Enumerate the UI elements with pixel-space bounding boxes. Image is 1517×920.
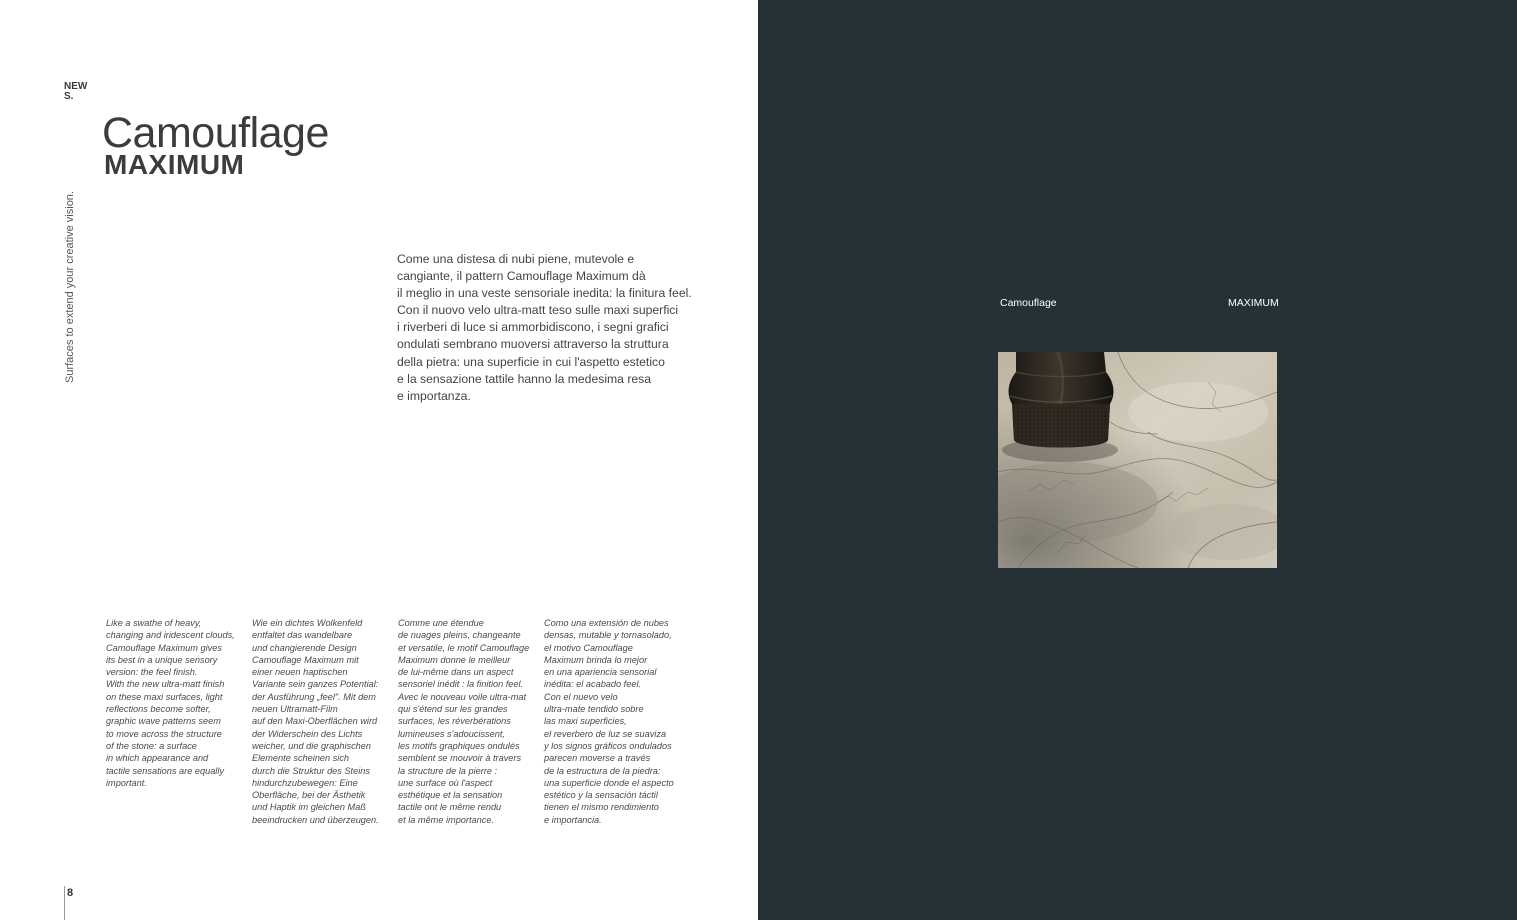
- column-line: entfaltet das wandelbare: [252, 630, 353, 641]
- column-line: sensoriel inédit : la finition feel.: [398, 679, 524, 690]
- column-line: densas, mutable y tornasolado,: [544, 630, 672, 641]
- english-column: [106, 617, 235, 789]
- column-line: y los signos gráficos ondulados: [544, 740, 672, 751]
- vertical-tagline: Surfaces to extend your creative vision.: [64, 191, 76, 383]
- intro-line: ondulati sembrano muoversi attraverso la struttura: [397, 337, 669, 352]
- news-label-line-1: NEW: [64, 81, 88, 92]
- intro-line: il meglio in una veste sensoriale inedita: la finitura feel.: [397, 286, 692, 301]
- french-column: [398, 617, 529, 826]
- column-line: weicher, und die graphischen: [252, 740, 372, 751]
- column-line: les motifs graphiques ondulés: [398, 740, 520, 751]
- column-line: tienen el mismo rendimiento: [544, 802, 659, 813]
- column-line: on these maxi surfaces, light: [106, 691, 223, 702]
- column-line: estético y la sensación táctil: [544, 790, 658, 801]
- page-divider: [64, 886, 65, 920]
- column-line: et versatile, le motif Camouflage: [398, 642, 530, 653]
- column-line: to move across the structure: [106, 728, 222, 739]
- column-line: parecen moverse a través: [544, 753, 651, 764]
- intro-line: i riverberi di luce si ammorbidiscono, i segni grafici: [397, 320, 669, 335]
- column-line: neuen Ultramatt-Film: [252, 704, 338, 715]
- column-line: de la estructura de la piedra:: [544, 765, 661, 776]
- column-line: tactile sensations are equally: [106, 765, 224, 776]
- column-line: changing and iridescent clouds,: [106, 630, 235, 641]
- column-line: Comme une étendue: [398, 618, 484, 628]
- column-line: Elemente scheinen sich: [252, 753, 350, 764]
- intro-line: Come una distesa di nubi piene, mutevole e: [397, 252, 635, 266]
- column-line: lumineuses s'adoucissent,: [398, 728, 505, 739]
- column-line: its best in a unique sensory: [106, 654, 218, 665]
- column-line: Like a swathe of heavy,: [106, 618, 202, 628]
- column-line: qui s'étend sur les grandes: [398, 704, 508, 715]
- column-line: surfaces, les réverbérations: [398, 716, 511, 727]
- marble-surface-photo: [998, 352, 1277, 568]
- intro-line: e la sensazione tattile hanno la medesima resa: [397, 371, 652, 386]
- german-column: [252, 617, 379, 826]
- column-line: une surface où l'aspect: [398, 777, 493, 788]
- column-line: esthétique et la sensation: [398, 790, 503, 801]
- column-line: Como una extensión de nubes: [544, 618, 669, 628]
- column-line: e importancia.: [544, 814, 602, 825]
- column-line: en una apariencia sensorial: [544, 667, 657, 678]
- column-line: las maxi superficies,: [544, 716, 627, 727]
- column-line: Maximum donne le meilleur: [398, 654, 511, 665]
- column-line: version: the feel finish.: [106, 667, 198, 678]
- product-variant: MAXIMUM: [1228, 297, 1279, 309]
- intro-line: della pietra: una superficie in cui l'aspetto estetico: [397, 354, 665, 369]
- column-line: Avec le nouveau voile ultra-mat: [398, 691, 527, 702]
- column-line: ultra-mate tendido sobre: [544, 704, 644, 715]
- column-line: semblent se mouvoir à travers: [398, 753, 522, 764]
- column-line: und Haptik im gleichen Maß: [252, 802, 366, 813]
- column-line: inédita: el acabado feel.: [544, 679, 642, 690]
- column-line: beeindrucken und überzeugen.: [252, 814, 379, 825]
- column-line: in which appearance and: [106, 753, 209, 764]
- column-line: graphic wave patterns seem: [106, 716, 221, 727]
- page-title: Camouflage: [102, 109, 329, 157]
- column-line: de nuages pleins, changeante: [398, 630, 521, 641]
- column-line: Wie ein dichtes Wolkenfeld: [252, 618, 363, 628]
- column-line: einer neuen haptischen: [252, 667, 348, 678]
- column-line: With the new ultra-matt finish: [106, 679, 225, 690]
- column-line: reflections become softer,: [106, 704, 211, 715]
- column-line: una superficie donde el aspecto: [544, 777, 674, 788]
- column-line: important.: [106, 777, 147, 788]
- intro-line: cangiante, il pattern Camouflage Maximum dà: [397, 269, 646, 284]
- column-line: Variante sein ganzes Potential:: [252, 679, 379, 690]
- page-number: 8: [67, 887, 74, 899]
- column-line: der Ausführung „feel". Mit dem: [252, 691, 376, 702]
- column-line: Camouflage Maximum mit: [252, 654, 359, 665]
- page-subtitle: MAXIMUM: [104, 149, 245, 180]
- news-label: [64, 82, 87, 102]
- intro-paragraph: [397, 251, 697, 405]
- column-line: durch die Struktur des Steins: [252, 765, 370, 776]
- column-line: la structure de la pierre :: [398, 765, 498, 776]
- column-line: der Widerschein des Lichts: [252, 728, 363, 739]
- intro-line: Con il nuovo velo ultra-matt teso sulle maxi superfici: [397, 303, 679, 318]
- column-line: Maximum brinda lo mejor: [544, 654, 648, 665]
- column-line: tactile ont le même rendu: [398, 802, 502, 813]
- column-line: Con el nuevo velo: [544, 691, 618, 702]
- column-line: Camouflage Maximum gives: [106, 642, 222, 653]
- product-name: Camouflage: [1000, 297, 1057, 309]
- column-line: et la même importance.: [398, 814, 494, 825]
- left-page: [0, 0, 758, 920]
- column-line: el reverbero de luz se suaviza: [544, 728, 667, 739]
- column-line: hindurchzubewegen: Eine: [252, 777, 358, 788]
- spanish-column: [544, 617, 674, 826]
- column-line: of the stone: a surface: [106, 740, 197, 751]
- intro-line: e importanza.: [397, 388, 471, 403]
- column-line: und changierende Design: [252, 642, 357, 653]
- column-line: auf den Maxi-Oberflächen wird: [252, 716, 378, 727]
- column-line: el motivo Camouflage: [544, 642, 633, 653]
- news-label-line-2: S.: [64, 91, 74, 102]
- column-line: de lui-même dans un aspect: [398, 667, 514, 678]
- column-line: Oberfläche, bei der Ästhetik: [252, 790, 366, 801]
